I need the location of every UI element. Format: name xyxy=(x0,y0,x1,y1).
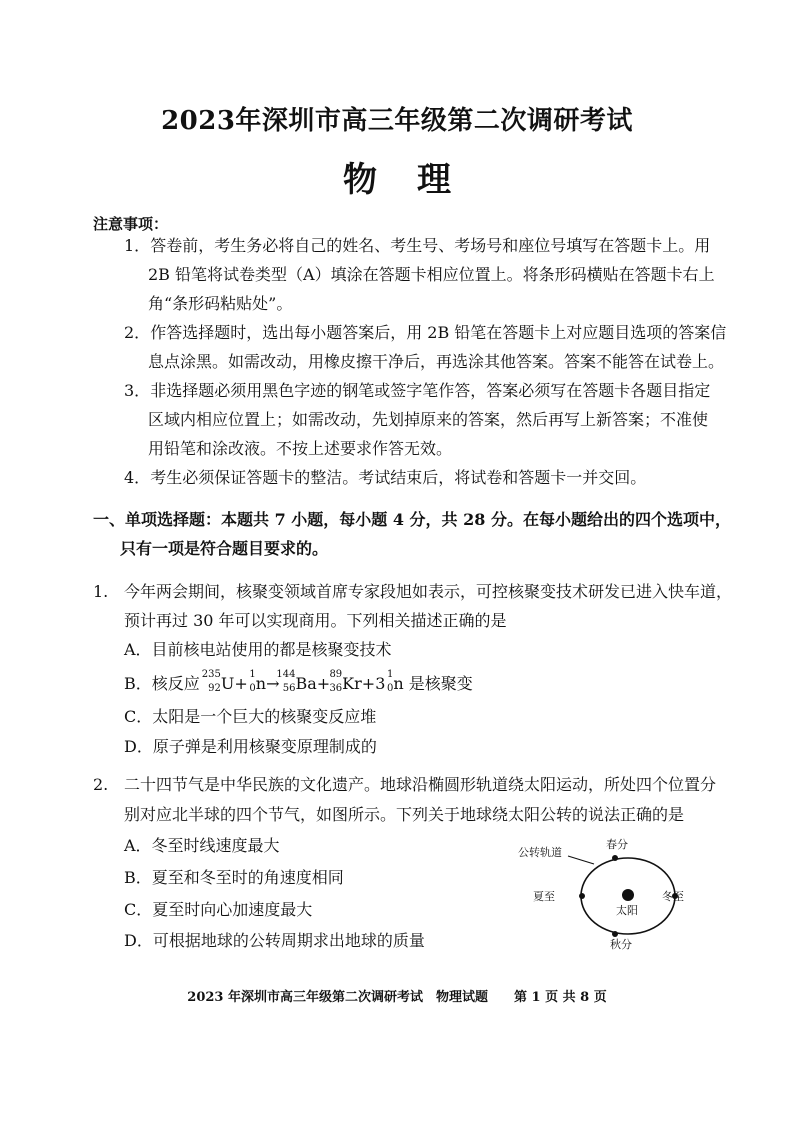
subject-title: 物理 xyxy=(343,160,491,200)
element-symbol: n xyxy=(393,674,404,693)
notice-item-2-line-2: 息点涂黑。如需改动，用橡皮擦干净后，再选涂其他答案。答案不能答在试卷上。 xyxy=(148,352,725,371)
label-winter: 冬至 xyxy=(662,890,684,903)
orbit-label-leader xyxy=(568,856,594,864)
label-spring: 春分 xyxy=(606,838,628,851)
question-2-number: 2. xyxy=(93,775,109,794)
question-2-option-b: B．夏至和冬至时的角速度相同 xyxy=(124,868,344,887)
label-sun: 太阳 xyxy=(616,904,638,917)
atomic-number: 92 xyxy=(208,683,221,694)
mass-number: 1 xyxy=(249,669,256,680)
plus-sign: + xyxy=(316,674,331,693)
plus-sign: + xyxy=(234,674,248,693)
question-1-option-b xyxy=(124,669,473,694)
mass-number: 89 xyxy=(329,669,343,680)
mass-number: 235 xyxy=(201,669,221,680)
notice-item-1-line-3: 角“条形码粘贴处”。 xyxy=(148,294,293,313)
element-symbol: n xyxy=(255,674,267,693)
question-1-line-2: 预计再过 30 年可以实现商用。下列相关描述正确的是 xyxy=(124,611,507,630)
earth-position-spring xyxy=(612,855,618,861)
section-heading-line-2: 只有一项是符合题目要求的。 xyxy=(120,539,329,558)
question-2-option-a: A．冬至时线速度最大 xyxy=(124,836,280,855)
question-2-option-c: C．夏至时向心加速度最大 xyxy=(124,900,313,919)
section-heading-line-1: 一、单项选择题：本题共 7 小题，每小题 4 分，共 28 分。在每小题给出的四个选项中， xyxy=(93,510,731,529)
question-2-option-d: D．可根据地球的公转周期求出地球的质量 xyxy=(124,931,425,950)
coefficient: 3 xyxy=(375,674,386,693)
orbit-label: 公转轨道 xyxy=(518,846,562,859)
notice-item-number: 2． xyxy=(124,323,151,342)
element-symbol: Kr xyxy=(342,674,362,693)
notice-item-text: 非选择题必须用黑色字迹的钢笔或签字笔作答，答案必须写在答题卡各题目指定 xyxy=(150,381,711,400)
mass-number: 1 xyxy=(387,669,394,680)
notice-heading: 注意事项： xyxy=(93,215,169,233)
notice-item-text: 答卷前，考生务必将自己的姓名、考生号、考场号和座位号填写在答题卡上。用 xyxy=(150,236,711,255)
question-1-option-c: C．太阳是一个巨大的核聚变反应堆 xyxy=(124,707,377,726)
notice-item-3-line-1 xyxy=(124,381,710,401)
page-footer: 2023 年深圳市高三年级第二次调研考试 物理试题 第 1 页 共 8 页 xyxy=(187,990,607,1005)
question-1-option-d: D．原子弹是利用核聚变原理制成的 xyxy=(124,737,377,756)
label-summer: 夏至 xyxy=(533,890,555,903)
atomic-number: 0 xyxy=(249,683,256,694)
notice-item-text: 作答选择题时，选出每小题答案后，用 2B 铅笔在答题卡上对应题目选项的答案信 xyxy=(150,323,727,342)
notice-item-2-line-1 xyxy=(124,323,726,343)
notice-item-4-line-1 xyxy=(124,468,646,488)
question-1-number: 1. xyxy=(93,582,109,601)
sun-icon xyxy=(622,889,634,901)
plus-sign: + xyxy=(361,674,376,693)
label-autumn: 秋分 xyxy=(610,938,632,951)
question-2-line-1: 二十四节气是中华民族的文化遗产。地球沿椭圆形轨道绕太阳运动，所处四个位置分 xyxy=(124,775,717,794)
orbit-diagram xyxy=(510,838,710,958)
nuclide-n xyxy=(248,669,256,694)
element-symbol: U xyxy=(220,674,235,693)
question-1-option-a: A．目前核电站使用的都是核聚变技术 xyxy=(124,640,392,659)
notice-item-3-line-2: 区域内相应位置上；如需改动，先划掉原来的答案，然后再写上新答案；不准使 xyxy=(148,410,709,429)
option-b-prefix: B．核反应 xyxy=(124,674,205,693)
notice-item-text: 考生必须保证答题卡的整洁。考试结束后，将试卷和答题卡一并交回。 xyxy=(150,468,647,487)
mass-number: 144 xyxy=(276,669,296,680)
notice-item-1-line-2: 2B 铅笔将试卷类型（A）填涂在答题卡相应位置上。将条形码横贴在答题卡右上 xyxy=(148,265,715,284)
nuclide-u xyxy=(201,669,221,694)
question-2-line-2: 别对应北半球的四个节气，如图所示。下列关于地球绕太阳公转的说法正确的是 xyxy=(124,805,685,824)
atomic-number: 56 xyxy=(282,683,296,694)
atomic-number: 36 xyxy=(329,683,343,694)
nuclide-ba xyxy=(276,669,296,694)
notice-item-1-line-1 xyxy=(124,236,710,256)
question-1-line-1: 今年两会期间，核聚变领域首席专家段旭如表示，可控核聚变技术研发已进入快车道， xyxy=(124,582,733,601)
earth-position-autumn xyxy=(612,931,618,937)
nuclide-n xyxy=(385,669,394,694)
reaction-arrow: → xyxy=(266,674,280,693)
atomic-number: 0 xyxy=(387,683,394,694)
earth-position-summer xyxy=(579,893,585,899)
notice-item-number: 4． xyxy=(124,468,151,487)
notice-item-3-line-3: 用铅笔和涂改液。不按上述要求作答无效。 xyxy=(148,439,453,458)
notice-item-number: 1． xyxy=(124,236,151,255)
option-b-suffix: 是核聚变 xyxy=(403,674,473,693)
exam-title: 2023年深圳市高三年级第二次调研考试 xyxy=(161,106,633,136)
notice-item-number: 3． xyxy=(124,381,151,400)
element-symbol: Ba xyxy=(295,674,317,693)
nuclide-kr xyxy=(329,669,343,694)
